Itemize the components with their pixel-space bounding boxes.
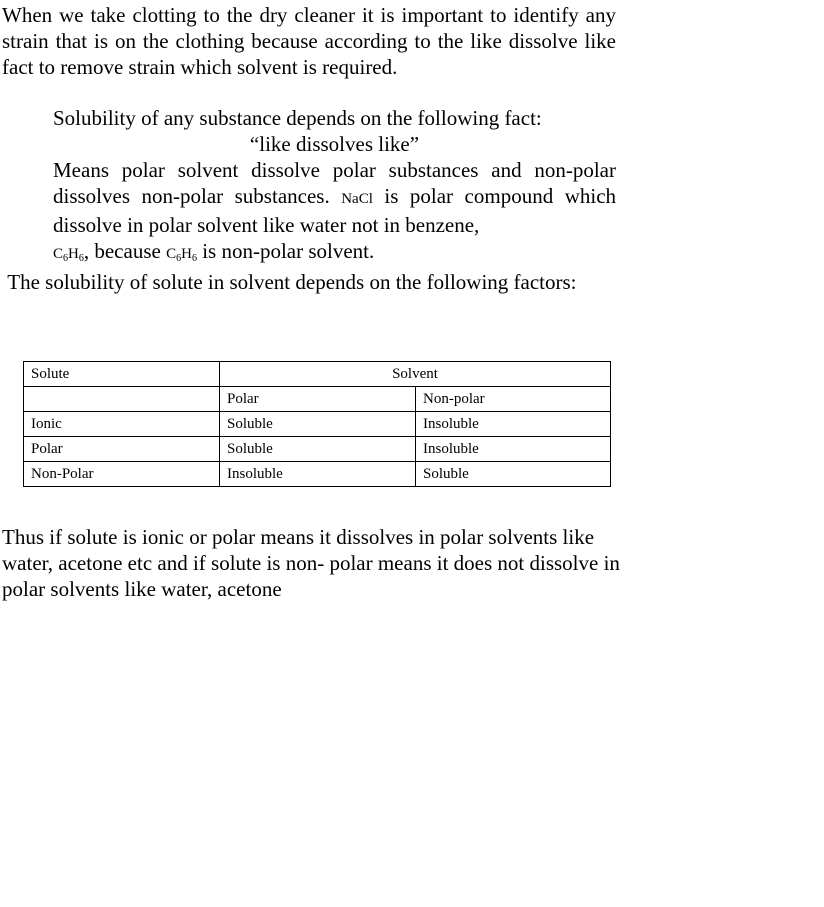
solubility-table [23, 361, 611, 487]
header-solvent: Solvent [220, 362, 611, 387]
carbon-subscript: 6 [63, 253, 69, 264]
carbon-symbol-2: C [166, 246, 177, 262]
benzene-formula-2 [166, 246, 197, 262]
row-solute: Non-Polar [24, 462, 220, 487]
solubility-fact-line: Solubility of any substance depends on the following fact: [53, 106, 542, 130]
explanation-part-a: Means polar solvent dissolve polar substances and non-polar dissolves non-polar substances. [53, 158, 616, 208]
benzene-line [53, 238, 616, 267]
factors-paragraph [2, 269, 616, 295]
hydrogen-symbol-2: H [181, 246, 192, 262]
factors-text: The solubility of solute in solvent depends on the following factors: [7, 270, 577, 294]
explanation-part-c: is non-polar solvent. [202, 239, 375, 263]
row-polar: Soluble [220, 412, 416, 437]
nacl-formula: NaCl [341, 191, 373, 207]
subheader-empty [24, 387, 220, 412]
row-nonpolar: Insoluble [416, 412, 611, 437]
subheader-polar: Polar [220, 387, 416, 412]
benzene-formula [53, 246, 84, 262]
comma: , [83, 239, 90, 263]
hydrogen-subscript: 6 [78, 253, 84, 264]
row-nonpolar: Soluble [416, 462, 611, 487]
table-row [24, 437, 611, 462]
like-dissolves-like-block [53, 105, 616, 267]
table-subheader-row [24, 387, 611, 412]
explanation-text [53, 157, 616, 238]
explanation-part-b: is polar compound which dissolve in polar solvent like water not in benzene, [53, 184, 617, 237]
intro-paragraph: When we take clotting to the dry cleaner it is important to identify any strain that is on the clothing because according to the like dissolve like fact to remove strain which solvent is required. [2, 3, 616, 79]
row-polar: Insoluble [220, 462, 416, 487]
because-word: because [94, 239, 161, 263]
conclusion-paragraph: Thus if solute is ionic or polar means it dissolves in polar solvents like water, acetone etc and if solute is non- polar means it does not dissolve in polar solvents like water, acetone [2, 525, 620, 601]
row-nonpolar: Insoluble [416, 437, 611, 462]
hydrogen-symbol: H [68, 246, 79, 262]
row-solute: Ionic [24, 412, 220, 437]
header-solute: Solute [24, 362, 220, 387]
table-row [24, 412, 611, 437]
hydrogen-subscript-2: 6 [191, 253, 197, 264]
table-row [24, 462, 611, 487]
row-solute: Polar [24, 437, 220, 462]
like-dissolves-like-quote: “like dissolves like” [249, 132, 420, 156]
subheader-nonpolar: Non-polar [416, 387, 611, 412]
carbon-subscript-2: 6 [176, 253, 182, 264]
row-polar: Soluble [220, 437, 416, 462]
carbon-symbol: C [53, 246, 64, 262]
table-header-row [24, 362, 611, 387]
